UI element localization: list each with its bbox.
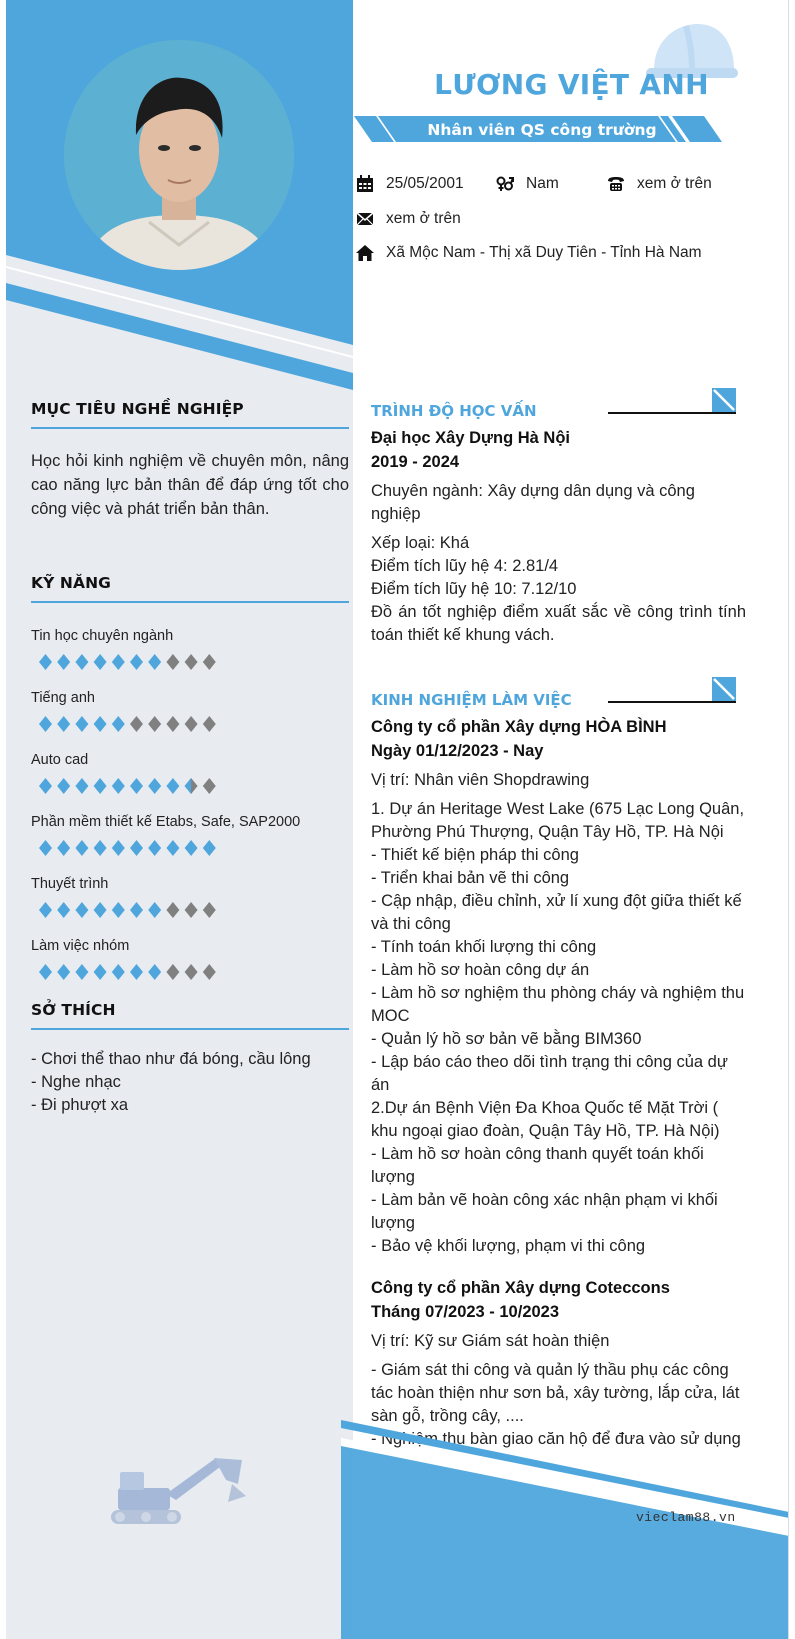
- sidebar: [6, 0, 353, 1639]
- school-name: Đại học Xây Dựng Hà Nội: [371, 429, 570, 447]
- skill-diamond: [203, 778, 216, 794]
- skill-diamond: [130, 902, 143, 918]
- skill-diamonds: [39, 839, 225, 857]
- skills-list: [31, 627, 349, 981]
- job-detail-line: - Nghiệm thu bàn giao căn hộ để đưa vào sử dụng: [371, 1430, 741, 1448]
- gender-info: [496, 175, 559, 193]
- skill-diamond: [148, 716, 161, 732]
- gpa-10: Điểm tích lũy hệ 10: 7.12/10: [371, 580, 577, 598]
- excavator-icon: [106, 1450, 251, 1535]
- skill-diamond: [166, 778, 179, 794]
- skill-diamond: [112, 654, 125, 670]
- candidate-name: LƯƠNG VIỆT ANH: [434, 68, 709, 101]
- skill-diamond: [57, 654, 70, 670]
- skill-diamond: [130, 778, 143, 794]
- job-detail-line: - Làm hồ sơ nghiệm thu phòng cháy và nghiệm thu MOC: [371, 984, 745, 1025]
- skill-diamond: [94, 716, 107, 732]
- job-detail-line: 1. Dự án Heritage West Lake (675 Lạc Long Quân, Phường Phú Thượng, Quận Tây Hồ, TP. Hà Nội: [371, 800, 745, 841]
- skill-diamond: [75, 654, 88, 670]
- skill-diamond: [57, 716, 70, 732]
- skill-diamond: [130, 654, 143, 670]
- skill-diamond: [166, 840, 179, 856]
- skill-item: [31, 689, 349, 733]
- skill-diamond: [185, 902, 198, 918]
- skill-diamonds: [39, 715, 225, 733]
- email-value: xem ở trên: [386, 210, 461, 227]
- skill-item: [31, 627, 349, 671]
- major: Chuyên ngành: Xây dựng dân dụng và công nghiệp: [371, 482, 695, 523]
- skill-diamond: [75, 964, 88, 980]
- skill-rating: [39, 715, 349, 733]
- skill-diamond: [75, 902, 88, 918]
- skill-diamond: [203, 840, 216, 856]
- home-icon: [356, 244, 374, 262]
- skill-name: Tin học chuyên ngành: [31, 628, 174, 644]
- skill-diamond: [57, 902, 70, 918]
- watermark: vieclam88.vn: [636, 1510, 736, 1525]
- skill-diamonds: [39, 777, 225, 795]
- job-detail-line: - Làm hồ sơ hoàn công dự án: [371, 961, 590, 979]
- section-divider: [608, 701, 736, 703]
- hobbies-title: SỞ THÍCH: [31, 1001, 349, 1030]
- job-detail-line: 2.Dự án Bệnh Viện Đa Khoa Quốc tế Mặt Trời ( khu ngoại giao đoàn, Quận Tây Hồ, TP. Hà Nội): [371, 1099, 720, 1140]
- address-value: Xã Mộc Nam - Thị xã Duy Tiên - Tỉnh Hà Nam: [386, 244, 702, 261]
- email-icon: [356, 210, 374, 228]
- cv-page: [6, 0, 789, 1639]
- job-detail-line: - Lập báo cáo theo dõi tình trạng thi công của dự án: [371, 1053, 728, 1094]
- skill-diamond: [130, 964, 143, 980]
- skill-diamond: [185, 654, 198, 670]
- phone-icon: [607, 175, 625, 193]
- job-title: Nhân viên QS công trường: [427, 121, 657, 139]
- skill-diamond: [148, 902, 161, 918]
- skill-diamond: [203, 964, 216, 980]
- skill-diamond: [39, 778, 52, 794]
- corner-accent: [712, 388, 736, 412]
- skill-diamond: [166, 654, 179, 670]
- skills-section: [31, 574, 349, 981]
- gender-value: Nam: [526, 175, 559, 192]
- company-name: Công ty cổ phần Xây dựng HÒA BÌNH: [371, 718, 667, 736]
- birthday-value: 25/05/2001: [386, 175, 464, 192]
- job-detail-line: - Quản lý hồ sơ bản vẽ bằng BIM360: [371, 1030, 642, 1048]
- skill-item: [31, 937, 349, 981]
- skill-item: [31, 751, 349, 795]
- skill-diamond: [130, 716, 143, 732]
- job-detail-line: - Giám sát thi công và quản lý thầu phụ các công tác hoàn thiện như sơn bả, xây tường, lắp cửa, lát sàn gỗ, trồng cây, ....: [371, 1361, 740, 1425]
- skill-diamond: [148, 778, 161, 794]
- skill-diamond: [112, 902, 125, 918]
- skill-diamond: [148, 964, 161, 980]
- job-details: [371, 798, 746, 1258]
- skill-diamond: [112, 964, 125, 980]
- corner-accent: [712, 677, 736, 701]
- avatar: [64, 40, 294, 270]
- hobby-item: - Đi phượt xa: [31, 1096, 129, 1114]
- skill-diamond: [57, 778, 70, 794]
- skill-rating: [39, 963, 349, 981]
- hobbies-section: [31, 1001, 349, 1117]
- skill-diamond: [94, 964, 107, 980]
- education-header: [371, 400, 746, 426]
- experience-title: KINH NGHIỆM LÀM VIỆC: [371, 691, 572, 709]
- skill-diamond: [203, 902, 216, 918]
- experience-header: [371, 689, 746, 715]
- job-entry: [371, 715, 746, 1258]
- skills-title: KỸ NĂNG: [31, 574, 349, 603]
- skill-diamond: [75, 716, 88, 732]
- skill-diamond: [203, 716, 216, 732]
- job-detail-line: - Làm bản vẽ hoàn công xác nhận phạm vi khối lượng: [371, 1191, 718, 1232]
- skill-diamond: [185, 716, 198, 732]
- job-title-banner: [354, 112, 730, 148]
- job-period: Ngày 01/12/2023 - Nay: [371, 742, 544, 760]
- phone-value: xem ở trên: [637, 175, 712, 192]
- skill-diamond: [94, 902, 107, 918]
- job-detail-line: - Thiết kế biện pháp thi công: [371, 846, 579, 864]
- skill-diamond: [185, 964, 198, 980]
- job-position: Vị trí: Nhân viên Shopdrawing: [371, 771, 590, 789]
- skill-diamond: [75, 778, 88, 794]
- education-section: [371, 400, 746, 647]
- skill-diamond: [57, 840, 70, 856]
- job-detail-line: - Làm hồ sơ hoàn công thanh quyết toán khối lượng: [371, 1145, 704, 1186]
- skill-name: Phần mềm thiết kế Etabs, Safe, SAP2000: [31, 814, 301, 830]
- footer-decoration: [341, 1420, 789, 1639]
- calendar-icon: [356, 175, 374, 193]
- skill-diamond: [112, 778, 125, 794]
- skill-diamond: [166, 902, 179, 918]
- skill-rating: [39, 653, 349, 671]
- skill-diamond: [39, 716, 52, 732]
- skill-item: [31, 875, 349, 919]
- skill-rating: [39, 839, 349, 857]
- skill-item: [31, 813, 349, 857]
- address-info: [356, 244, 702, 262]
- hobby-item: - Chơi thể thao như đá bóng, cầu lông: [31, 1050, 311, 1068]
- skill-diamond: [94, 840, 107, 856]
- phone-info: [607, 175, 712, 193]
- gender-icon: [496, 175, 514, 193]
- skill-name: Làm việc nhóm: [31, 938, 130, 954]
- thesis: Đồ án tốt nghiệp điểm xuất sắc về công trình tính toán thiết kế khung vách.: [371, 603, 746, 644]
- skill-diamond: [39, 840, 52, 856]
- birthday-info: [356, 175, 464, 193]
- skill-diamond: [39, 964, 52, 980]
- skill-diamonds: [39, 901, 225, 919]
- skill-diamonds: [39, 653, 225, 671]
- education-title: TRÌNH ĐỘ HỌC VẤN: [371, 402, 537, 420]
- education-period: 2019 - 2024: [371, 453, 460, 471]
- hobby-list: [31, 1048, 349, 1117]
- skill-diamond: [166, 964, 179, 980]
- job-position: Vị trí: Kỹ sư Giám sát hoàn thiện: [371, 1332, 610, 1350]
- skill-diamonds: [39, 963, 225, 981]
- objective-title: MỤC TIÊU NGHỀ NGHIỆP: [31, 400, 349, 429]
- skill-rating: [39, 777, 349, 795]
- skill-diamond: [148, 840, 161, 856]
- skill-diamond: [112, 716, 125, 732]
- skill-diamond: [112, 840, 125, 856]
- skill-diamond: [166, 716, 179, 732]
- skill-diamond: [130, 840, 143, 856]
- skill-name: Auto cad: [31, 752, 89, 768]
- job-detail-line: - Tính toán khối lượng thi công: [371, 938, 597, 956]
- skill-diamond: [94, 654, 107, 670]
- gpa-4: Điểm tích lũy hệ 4: 2.81/4: [371, 557, 559, 575]
- objective-section: [31, 400, 349, 521]
- job-detail-line: - Cập nhập, điều chỉnh, xử lí xung đột giữa thiết kế và thi công: [371, 892, 742, 933]
- job-detail-line: - Triển khai bản vẽ thi công: [371, 869, 570, 887]
- skill-diamond: [185, 840, 198, 856]
- rank: Xếp loại: Khá: [371, 534, 470, 552]
- skill-diamond: [39, 902, 52, 918]
- skill-diamond: [203, 654, 216, 670]
- company-name: Công ty cổ phần Xây dựng Coteccons: [371, 1279, 670, 1297]
- job-detail-line: - Bảo vệ khối lượng, phạm vi thi công: [371, 1237, 646, 1255]
- job-period: Tháng 07/2023 - 10/2023: [371, 1303, 560, 1321]
- skill-name: Tiếng anh: [31, 690, 95, 706]
- section-divider: [608, 412, 736, 414]
- skill-rating: [39, 901, 349, 919]
- experience-section: [371, 689, 746, 1451]
- skill-diamond: [57, 964, 70, 980]
- skill-diamond: [75, 840, 88, 856]
- skill-diamond: [94, 778, 107, 794]
- objective-text: Học hỏi kinh nghiệm về chuyên môn, nâng cao năng lực bản thân để đáp ứng tốt cho công việc và phát triển bản thân.: [31, 452, 349, 518]
- email-info: [356, 210, 461, 228]
- skill-diamond: [39, 654, 52, 670]
- hobby-item: - Nghe nhạc: [31, 1073, 121, 1091]
- skill-name: Thuyết trình: [31, 876, 109, 892]
- skill-diamond: [148, 654, 161, 670]
